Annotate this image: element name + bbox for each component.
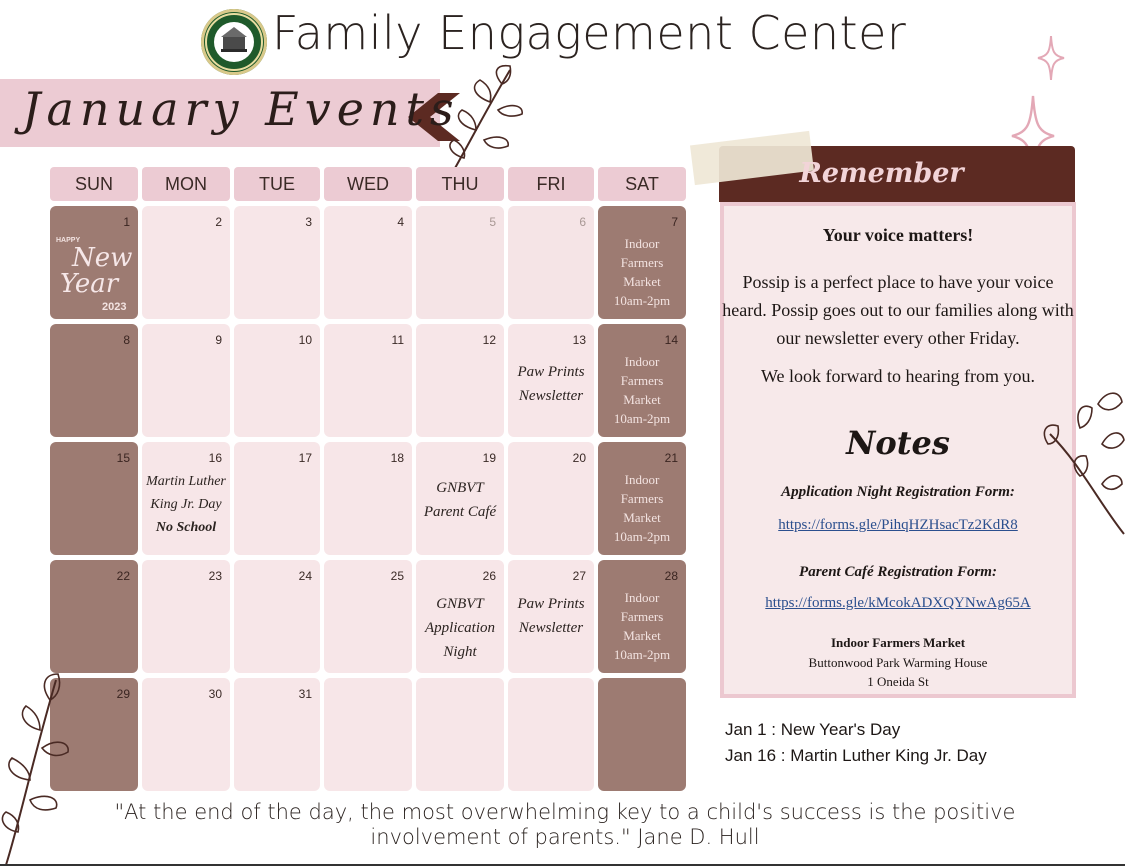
day-number: 25: [390, 569, 404, 583]
calendar-day-3: [234, 206, 320, 319]
calendar-day-1: [50, 206, 138, 319]
organization-title: Family Engagement Center: [272, 6, 907, 60]
day-number: 24: [298, 569, 312, 583]
calendar-day-19: [416, 442, 504, 555]
day-header-sun: SUN: [50, 167, 138, 201]
day-number: 17: [298, 451, 312, 465]
remember-title: Remember: [799, 158, 964, 189]
market-line: Market: [623, 274, 661, 289]
calendar-day-26: [416, 560, 504, 673]
newsletter-event: [508, 360, 594, 408]
calendar-day-8: [50, 324, 138, 437]
farmers-market-event: [598, 352, 686, 428]
calendar-day-4: [324, 206, 412, 319]
event-line: Application: [425, 620, 495, 636]
event-line: Paw Prints: [517, 596, 585, 612]
application-night-event: [416, 592, 504, 664]
event-line: Newsletter: [518, 620, 584, 636]
market-line: Indoor: [624, 354, 660, 369]
calendar-day-27: [508, 560, 594, 673]
day-number: 21: [664, 451, 678, 465]
calendar-day-9: [142, 324, 230, 437]
calendar-day-24: [234, 560, 320, 673]
calendar-day-17: [234, 442, 320, 555]
calendar-day-20: [508, 442, 594, 555]
calendar-day-11: [324, 324, 412, 437]
happy-new-year-art: [52, 230, 136, 316]
market-line: Farmers: [620, 491, 664, 506]
calendar-empty-cell: [416, 678, 504, 791]
calendar-day-15: [50, 442, 138, 555]
calendar-day-31: [234, 678, 320, 791]
calendar-day-28: [598, 560, 686, 673]
market-time: 10am-2pm: [613, 293, 671, 308]
banner-underline: [0, 145, 440, 147]
calendar-empty-cell: [598, 678, 686, 791]
farmers-market-event: [598, 234, 686, 310]
calendar-day-16: [142, 442, 230, 555]
market-line: Market: [623, 510, 661, 525]
calendar-day-10: [234, 324, 320, 437]
calendar-empty-cell: [508, 678, 594, 791]
day-number: 22: [116, 569, 130, 583]
market-line: Indoor: [624, 590, 660, 605]
market-line: Indoor: [624, 236, 660, 251]
calendar-day-30: [142, 678, 230, 791]
day-number: 3: [305, 215, 312, 229]
leaf-branch-icon: [440, 62, 540, 182]
day-number: 5: [489, 215, 496, 229]
day-header-wed: WED: [324, 167, 412, 201]
calendar-day-13: [508, 324, 594, 437]
art-year-number: 2023: [102, 301, 127, 313]
voice-text: Possip is a perfect place to have your voice heard. Possip goes out to our families along with our newsletter every other Friday.: [722, 272, 1074, 348]
calendar-day-14: [598, 324, 686, 437]
day-number: 4: [397, 215, 404, 229]
cafe-form-label: Parent Café Registration Form:: [799, 564, 997, 580]
application-form-label: Application Night Registration Form:: [781, 484, 1015, 500]
day-header-sat: SAT: [598, 167, 686, 201]
event-line: Newsletter: [518, 388, 584, 404]
calendar-day-6: [508, 206, 594, 319]
no-school-label: No School: [155, 520, 217, 535]
quote: [60, 800, 1070, 850]
market-line: Market: [623, 628, 661, 643]
leaf-branch-icon: [1040, 384, 1125, 544]
art-new-text: New: [72, 243, 133, 273]
day-number: 19: [482, 451, 496, 465]
event-line: Paw Prints: [517, 364, 585, 380]
day-number: 10: [298, 333, 312, 347]
day-number: 18: [390, 451, 404, 465]
mlk-day-event: [142, 470, 230, 539]
parent-cafe-event: [416, 476, 504, 524]
calendar-day-5: [416, 206, 504, 319]
day-number: 30: [208, 687, 222, 701]
day-number: 9: [215, 333, 222, 347]
calendar-day-22: [50, 560, 138, 673]
day-number: 6: [579, 215, 586, 229]
event-line: King Jr. Day: [150, 497, 222, 512]
newsletter-event: [508, 592, 594, 640]
holiday-mlk-day: Jan 16 : Martin Luther King Jr. Day: [725, 746, 987, 765]
day-number: 8: [123, 333, 130, 347]
day-number: 2: [215, 215, 222, 229]
event-line: GNBVT: [436, 596, 484, 612]
market-time: 10am-2pm: [613, 647, 671, 662]
application-form-link[interactable]: https://forms.gle/PihqHZHsacTz2KdR8: [778, 517, 1018, 533]
cafe-form-link[interactable]: https://forms.gle/kMcokADXQYNwAg65A: [765, 595, 1031, 611]
day-number: 27: [572, 569, 586, 583]
market-line: Farmers: [620, 255, 664, 270]
calendar-day-12: [416, 324, 504, 437]
market-place: Buttonwood Park Warming House: [808, 655, 988, 670]
day-number: 14: [664, 333, 678, 347]
market-line: Indoor: [624, 472, 660, 487]
market-line: Farmers: [620, 373, 664, 388]
calendar-day-7: [598, 206, 686, 319]
event-line: GNBVT: [436, 480, 484, 496]
sparkle-icon: [1036, 34, 1066, 82]
day-number: 31: [298, 687, 312, 701]
day-header-thu: THU: [416, 167, 504, 201]
school-seal-logo: [201, 9, 267, 75]
day-number: 13: [572, 333, 586, 347]
art-happy-text: HAPPY: [56, 237, 81, 244]
month-title: January Events: [22, 82, 460, 136]
art-year-text: Year: [60, 269, 119, 299]
market-address: 1 Oneida St: [867, 674, 929, 689]
day-header-mon: MON: [142, 167, 230, 201]
event-line: Night: [443, 644, 477, 660]
market-line: Farmers: [620, 609, 664, 624]
day-number: 20: [572, 451, 586, 465]
calendar-day-2: [142, 206, 230, 319]
day-number: 26: [482, 569, 496, 583]
market-line: Market: [623, 392, 661, 407]
calendar-empty-cell: [324, 678, 412, 791]
farmers-market-event: [598, 470, 686, 546]
market-heading: Indoor Farmers Market: [830, 635, 966, 650]
day-number: 12: [482, 333, 496, 347]
day-number: 23: [208, 569, 222, 583]
day-number: 29: [116, 687, 130, 701]
notes-heading: Notes: [846, 424, 950, 462]
day-number: 1: [123, 215, 130, 229]
market-time: 10am-2pm: [613, 411, 671, 426]
farmers-market-event: [598, 588, 686, 664]
day-number: 28: [664, 569, 678, 583]
bottom-divider: [0, 864, 1125, 866]
day-header-tue: TUE: [234, 167, 320, 201]
calendar-day-23: [142, 560, 230, 673]
event-line: Martin Luther: [146, 474, 226, 489]
event-line: Parent Café: [423, 504, 497, 520]
calendar-day-25: [324, 560, 412, 673]
calendar-day-18: [324, 442, 412, 555]
quote-line: involvement of parents." Jane D. Hull: [370, 825, 760, 849]
quote-line: "At the end of the day, the most overwhelming key to a child's success is the positive: [114, 800, 1016, 824]
day-number: 7: [671, 215, 678, 229]
day-number: 11: [391, 333, 404, 347]
calendar-day-21: [598, 442, 686, 555]
voice-text-closing: We look forward to hearing from you.: [761, 366, 1035, 386]
day-number: 15: [116, 451, 130, 465]
holiday-new-year: Jan 1 : New Year's Day: [725, 720, 901, 739]
day-header-fri: FRI: [508, 167, 594, 201]
day-number: 16: [208, 451, 222, 465]
market-time: 10am-2pm: [613, 529, 671, 544]
voice-heading: Your voice matters!: [822, 225, 974, 245]
